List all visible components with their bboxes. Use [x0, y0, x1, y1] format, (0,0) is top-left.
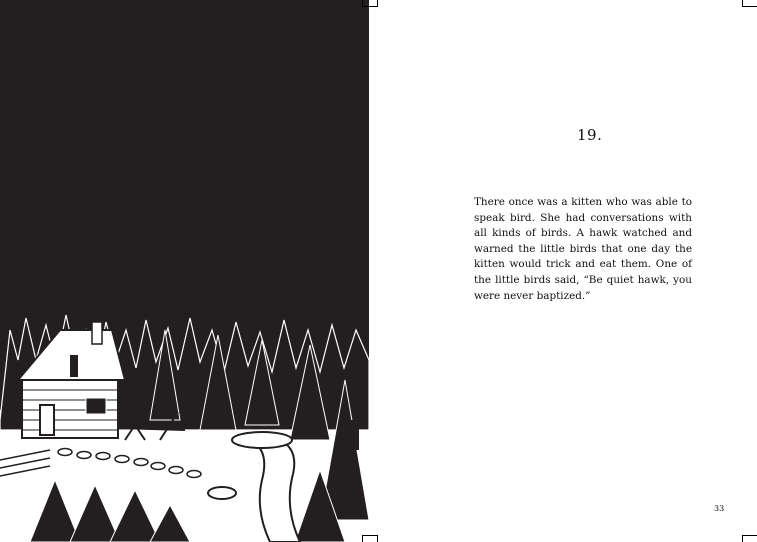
- story-paragraph: There once was a kitten who was able to speak bird. She had conversations with all kinds of birds. A hawk watched and warned the little birds that one day the kitten would trick and eat them. One of the little birds said, “Be quiet hawk, you were never baptized.”: [474, 196, 692, 302]
- crop-mark-top-right: [742, 0, 757, 7]
- stone-well: [208, 487, 236, 499]
- chapter-number: 19.: [577, 126, 603, 144]
- cabin: [18, 322, 125, 438]
- forest-cabin-illustration: [0, 0, 369, 542]
- illustration-page: [0, 0, 369, 542]
- crop-mark-top-left: [362, 0, 378, 7]
- crop-mark-bottom-left: [362, 535, 378, 542]
- page-number: 33: [714, 504, 725, 513]
- footbridge: [232, 432, 292, 448]
- crop-mark-bottom-right: [742, 535, 757, 542]
